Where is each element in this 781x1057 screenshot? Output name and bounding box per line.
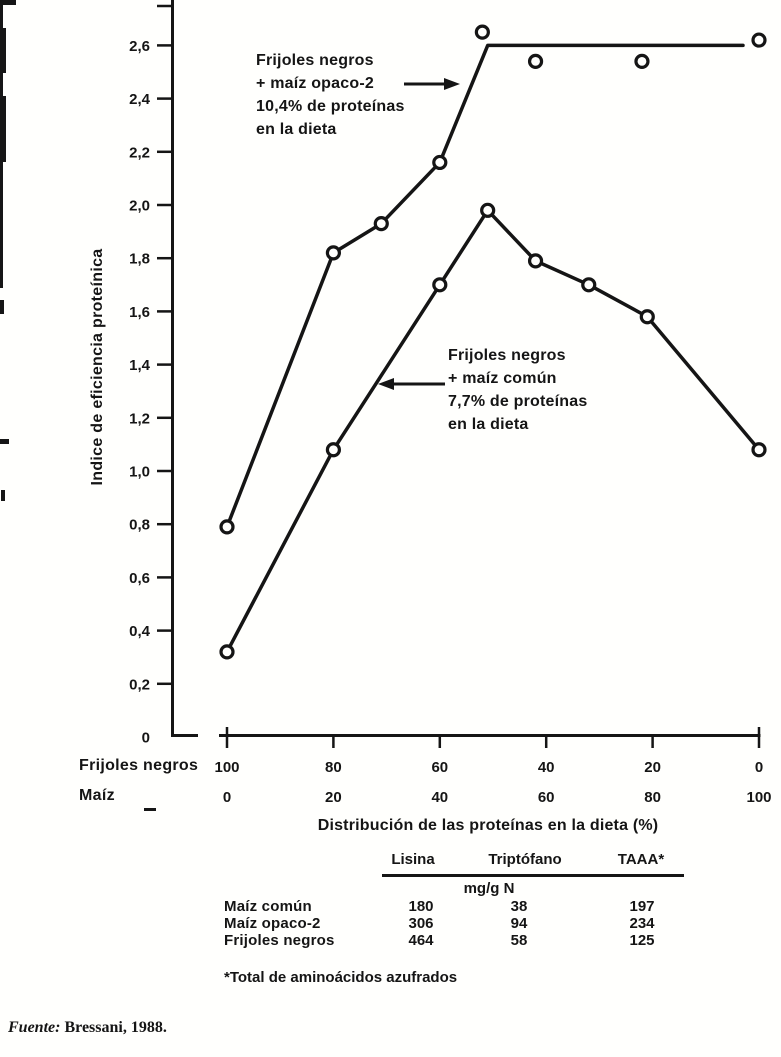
annotation-line: en la dieta	[448, 416, 529, 433]
x-axis-row-label-frijoles: Frijoles negros	[79, 757, 199, 774]
x-tick-label-maiz: 40	[431, 789, 449, 806]
y-tick-label: 2,0	[129, 197, 150, 215]
table-cell: 94	[510, 915, 528, 932]
data-point	[482, 204, 494, 216]
x-tick-label-frijoles: 20	[644, 759, 661, 776]
annotation-line: en la dieta	[256, 121, 337, 138]
y-tick-label: 2,2	[129, 144, 150, 162]
data-point	[476, 26, 488, 38]
column-header-triptofano: Triptófano	[488, 851, 562, 868]
table-cell: 234	[629, 915, 655, 932]
data-point	[753, 444, 765, 456]
data-point	[434, 279, 446, 291]
data-point	[327, 247, 339, 259]
y-tick-label: 2,6	[129, 37, 150, 55]
y-tick-label: 1,8	[129, 250, 150, 268]
table-header-rule	[382, 874, 684, 877]
x-tick-label-maiz: 80	[644, 789, 661, 806]
column-header-taaa: TAAA*	[617, 851, 665, 868]
x-axis-title: Distribución de las proteínas en la dieta (%)	[317, 817, 659, 834]
source-text: Bressani, 1988.	[64, 1019, 167, 1036]
table-row-label: Maíz opaco-2	[224, 915, 321, 932]
x-tick-label-frijoles: 100	[214, 759, 240, 776]
source-citation	[8, 1019, 167, 1037]
x-tick-label-maiz: 20	[325, 789, 342, 806]
y-tick-label: 1,2	[129, 410, 150, 428]
table-units: mg/g N	[463, 880, 515, 897]
y-tick-label: 0,4	[129, 623, 150, 641]
table-cell: 306	[408, 915, 434, 932]
x-tick-label-frijoles: 60	[431, 759, 449, 776]
y-tick-label: 1,4	[129, 357, 150, 375]
data-point	[530, 55, 542, 67]
table-footnote: *Total de aminoácidos azufrados	[224, 969, 458, 986]
x-tick-label-maiz: 60	[537, 789, 555, 806]
table-cell: 38	[510, 898, 528, 915]
data-point	[641, 311, 653, 323]
table-cell: 464	[408, 932, 434, 949]
table-row-label: Maíz común	[224, 898, 312, 915]
table-cell: 58	[510, 932, 528, 949]
y-tick-label: 1,6	[129, 303, 150, 321]
data-point	[583, 279, 595, 291]
x-axis-row-label-maiz: Maíz	[79, 787, 115, 804]
y-axis-title: Indice de eficiencia proteínica	[89, 248, 106, 486]
y-tick-label: 0,6	[129, 569, 150, 587]
x-tick-label-maiz: 100	[746, 789, 772, 806]
table-cell: 180	[408, 898, 434, 915]
data-point	[530, 255, 542, 267]
data-point	[434, 156, 446, 168]
data-point	[221, 646, 233, 658]
data-point	[753, 34, 765, 46]
x-tick-label-frijoles: 0	[754, 759, 764, 776]
y-tick-label: 1,0	[129, 463, 150, 481]
x-tick-label-maiz: 0	[222, 789, 232, 806]
data-point	[221, 521, 233, 533]
source-prefix: Fuente:	[8, 1019, 61, 1036]
y-tick-label: 0,2	[129, 676, 150, 694]
column-header-lisina: Lisina	[391, 851, 435, 868]
x-tick-label-frijoles: 40	[537, 759, 555, 776]
annotation-line: Frijoles negros	[448, 347, 566, 364]
annotation-line: + maíz común	[448, 370, 557, 387]
data-point	[327, 444, 339, 456]
annotation-line: 7,7% de proteínas	[448, 393, 588, 410]
table-cell: 197	[629, 898, 655, 915]
y-tick-label: 2,4	[129, 91, 150, 109]
annotation-comun	[448, 344, 587, 436]
annotation-line: + maíz opaco-2	[256, 75, 374, 92]
annotation-line: Frijoles negros	[256, 52, 374, 69]
data-point	[375, 218, 387, 230]
data-point	[636, 55, 648, 67]
annotation-opaco2	[256, 49, 405, 141]
arrow-right-icon	[444, 78, 460, 90]
table-row-label: Frijoles negros	[224, 932, 335, 949]
y-tick-label: 0,8	[129, 516, 150, 534]
y-tick-label: 0	[141, 729, 150, 747]
table-cell: 125	[629, 932, 655, 949]
x-tick-label-frijoles: 80	[325, 759, 342, 776]
annotation-line: 10,4% de proteínas	[256, 98, 405, 115]
